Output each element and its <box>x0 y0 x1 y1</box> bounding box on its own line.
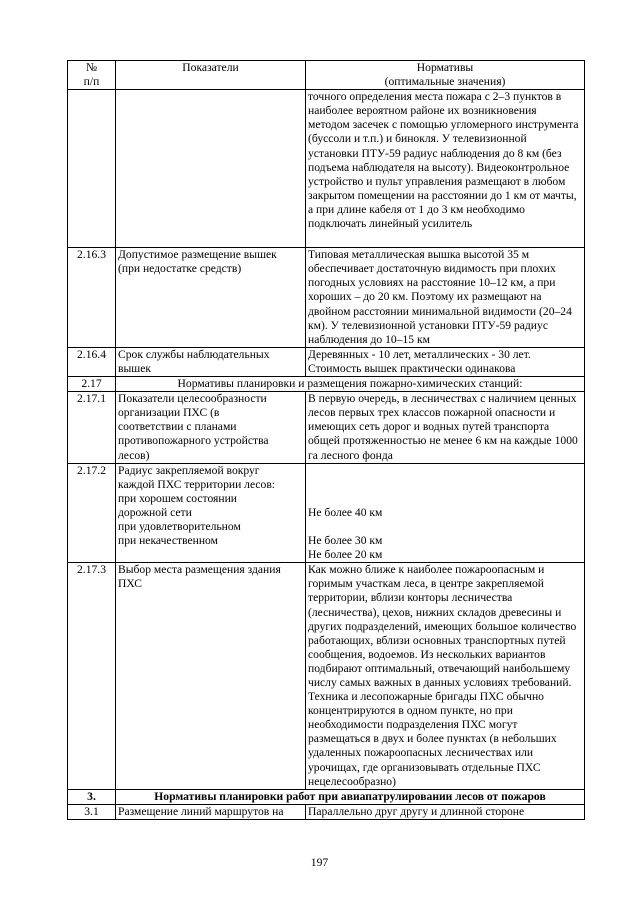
row-num: 2.16.3 <box>68 248 116 348</box>
row-indicator: Выбор места размещения здания ПХС <box>116 563 306 790</box>
row-norm: В первую очередь, в лесничествах с наличием ценных лесов первых трех классов пожарной опасности и имеющих сеть дорог и водных путей транспорта общей протяженностью не менее 6 км на каждые 1000 га лесного фонда <box>306 392 585 463</box>
section-title: Нормативы планировки работ при авиапатрулировании лесов от пожаров <box>116 789 585 804</box>
row-indicator: Радиус закрепляемой вокруг каждой ПХС территории лесов: при хорошем состоянии дорожной сети при удовлетворительном при некачественном <box>116 463 306 563</box>
row-indicator <box>116 90 306 248</box>
row-num <box>68 90 116 248</box>
table-row <box>68 463 585 563</box>
row-num: 2.16.4 <box>68 347 116 376</box>
row-norm: Как можно ближе к наиболее пожароопасным и горимым участкам леса, в центре закрепляемой территории, вблизи конторы лесничества (лесничества), цехов, нижних складов древесины и других подразделений, имеющих большое количество работающих, вблизи основных транспортных путей сообщения, водоемов. Из нескольких вариантов подбирают оптимальный, отвечающий наибольшему числу самых важных в данных условиях требований. Техника и лесопожарные бригады ПХС обычно концентрируются в одном пункте, но при необходимости подразделения ПХС могут размещаться в двух и более пунктах (в небольших удаленных пожароопасных лесничествах или урочищах, где организовывать отдельные ПХС нецелесообразно) <box>306 563 585 790</box>
row-num: 3.1 <box>68 804 116 819</box>
header-num: № п/п <box>68 61 116 90</box>
row-norm: Деревянных - 10 лет, металлических - 30 лет. Стоимость вышек практически одинакова <box>306 347 585 376</box>
table-row <box>68 90 585 248</box>
header-indicators: Показатели <box>116 61 306 90</box>
row-num: 2.17.2 <box>68 463 116 563</box>
row-norm: точного определения места пожара с 2–3 пунктов в наиболее вероятном районе их возникновения методом засечек с помощью угломерного инструмента (буссоли и т.п.) и бинокля. У телевизионной установки ПТУ-59 радиус наблюдения до 8 км (без подъема наблюдателя на высоту). Видеоконтрольное устройство и пульт управления размещают в любом закрытом помещении на расстоянии до 1 км от мачты, а при длине кабеля от 1 до 3 км необходимо подключать линейный усилитель <box>306 90 585 248</box>
row-indicator: Показатели целесообразности организации ПХС (в соответствии с планами противопожарного устройства лесов) <box>116 392 306 463</box>
norms-table <box>67 60 585 820</box>
table-section-row <box>68 377 585 392</box>
page-number: 197 <box>310 856 329 869</box>
table-row <box>68 392 585 463</box>
row-indicator: Допустимое размещение вышек (при недостатке средств) <box>116 248 306 348</box>
row-norm: Параллельно друг другу и длинной стороне <box>306 804 585 819</box>
row-norm: Типовая металлическая вышка высотой 35 м обеспечивает достаточную видимость при плохих погодных условиях на расстояние 10–12 км, а при хороших – до 20 км. Поэтому их размещают на двойном расстоянии минимальной видимости (20–24 км). У телевизионной установки ПТУ-59 радиус наблюдения до 10–15 км <box>306 248 585 348</box>
document-page <box>67 60 584 820</box>
section-title: Нормативы планировки и размещения пожарно-химических станций: <box>116 377 585 392</box>
table-row <box>68 563 585 790</box>
table-row <box>68 248 585 348</box>
header-norms: Нормативы (оптимальные значения) <box>306 61 585 90</box>
row-num: 2.17 <box>68 377 116 392</box>
row-indicator: Срок службы наблюдательных вышек <box>116 347 306 376</box>
table-row <box>68 347 585 376</box>
table-row <box>68 804 585 819</box>
row-indicator: Размещение линий маршрутов на <box>116 804 306 819</box>
table-section-row <box>68 789 585 804</box>
row-num: 2.17.1 <box>68 392 116 463</box>
row-norm: Не более 40 км Не более 30 км Не более 20 км <box>306 463 585 563</box>
row-num: 2.17.3 <box>68 563 116 790</box>
row-num: 3. <box>68 789 116 804</box>
table-header-row <box>68 61 585 90</box>
